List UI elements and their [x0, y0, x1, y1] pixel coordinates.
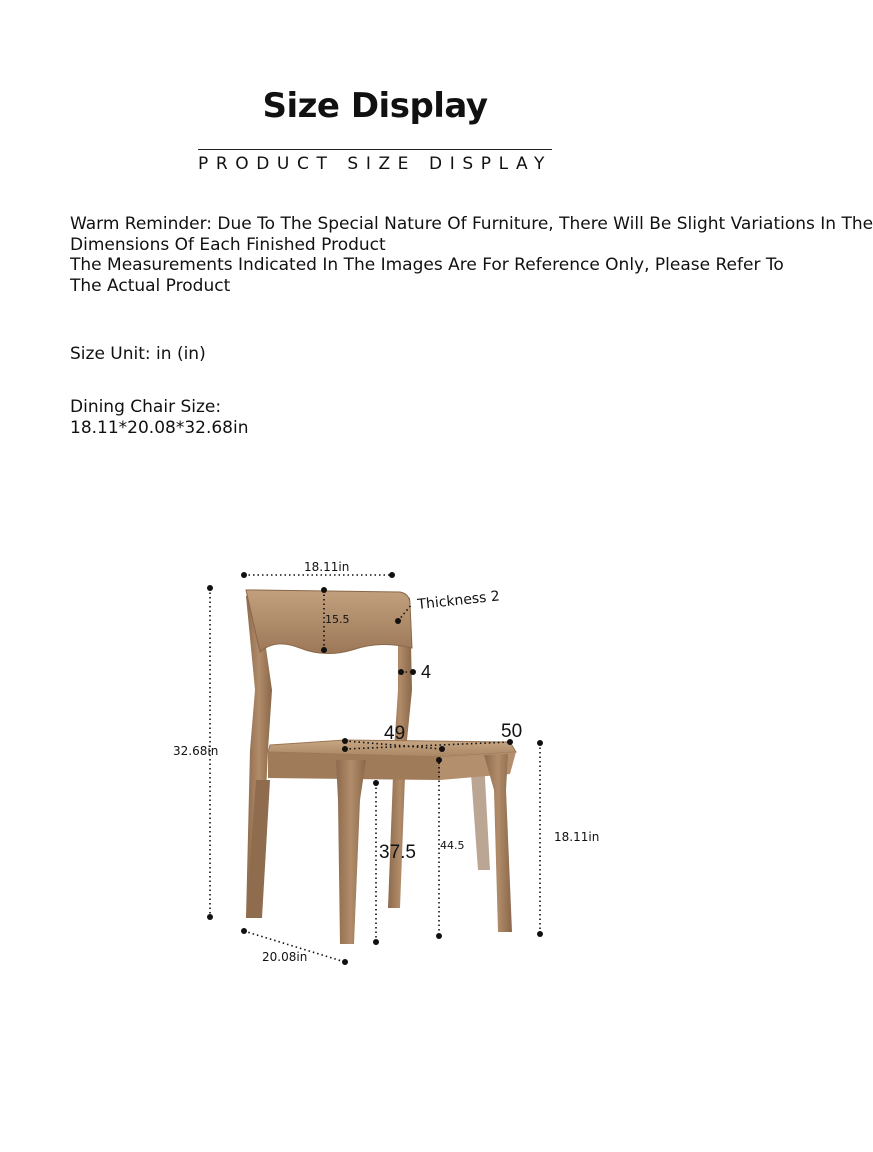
- page-title: Size Display: [262, 86, 488, 126]
- reminder-line: The Measurements Indicated In The Images Are For Reference Only, Please Refer To: [70, 255, 784, 275]
- dot: [342, 738, 348, 744]
- dot: [389, 572, 395, 578]
- size-unit: Size Unit: in (in): [70, 344, 206, 364]
- reminder-line: Warm Reminder: Due To The Special Nature Of Furniture, There Will Be Slight Variations In The: [70, 214, 873, 234]
- dot: [436, 933, 442, 939]
- dot: [373, 939, 379, 945]
- seat-width-label: 50: [501, 721, 523, 742]
- dot: [410, 669, 416, 675]
- total-height-label: 32.68in: [173, 744, 219, 758]
- width-top-label: 18.11in: [304, 560, 350, 574]
- dot: [321, 587, 327, 593]
- dot: [241, 572, 247, 578]
- dot: [342, 959, 348, 965]
- seat-height-label: 18.11in: [554, 830, 600, 844]
- dining-chair-size-value: 18.11*20.08*32.68in: [70, 417, 249, 438]
- dot: [436, 757, 442, 763]
- dot: [537, 931, 543, 937]
- dot: [241, 928, 247, 934]
- dot: [342, 746, 348, 752]
- chair-illustration: [246, 590, 516, 944]
- front-leg-height-label: 37.5: [379, 842, 416, 863]
- post-width-label: 4: [421, 662, 432, 682]
- dot: [537, 740, 543, 746]
- dot: [373, 780, 379, 786]
- reminder-line: Dimensions Of Each Finished Product: [70, 234, 386, 255]
- dot: [395, 618, 401, 624]
- reminder-line: The Actual Product: [70, 275, 231, 296]
- depth-bottom-label: 20.08in: [262, 950, 308, 964]
- dot: [207, 914, 213, 920]
- seat-to-floor-label: 44.5: [440, 839, 465, 852]
- dot: [398, 669, 404, 675]
- front-left-leg: [336, 760, 366, 944]
- page-subtitle: PRODUCT SIZE DISPLAY: [198, 154, 552, 174]
- dining-chair-size-label: Dining Chair Size:: [70, 397, 222, 417]
- backrest-height-label: 15.5: [325, 613, 350, 626]
- thickness-label: Thickness 2: [416, 588, 501, 613]
- seat-depth-label: 49: [384, 723, 406, 744]
- dot: [439, 746, 445, 752]
- dot: [207, 585, 213, 591]
- dot: [321, 647, 327, 653]
